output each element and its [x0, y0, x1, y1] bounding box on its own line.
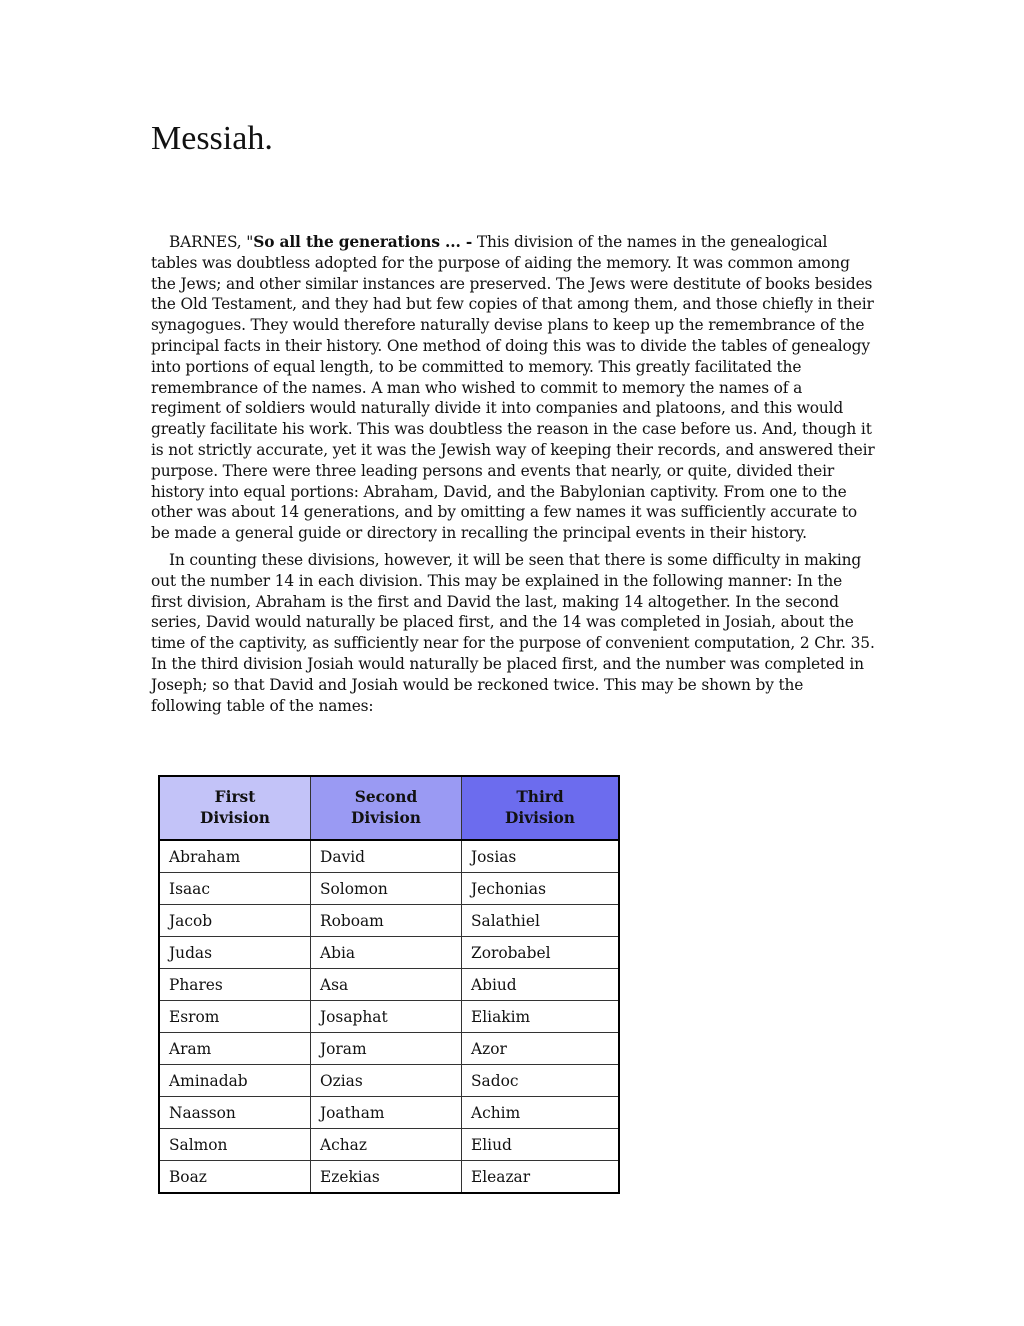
page-heading: Messiah. [151, 120, 273, 157]
genealogy-table [158, 775, 620, 1194]
table-cell: Solomon [311, 873, 462, 905]
table-row [159, 1033, 619, 1065]
header-second-division: Second Division [311, 776, 462, 840]
table-row [159, 969, 619, 1001]
paragraph-1-bold-phrase: So all the generations ... - [253, 233, 473, 251]
table-row [159, 1065, 619, 1097]
table-cell: Jechonias [462, 873, 620, 905]
paragraph-1 [151, 232, 876, 544]
table-row [159, 1129, 619, 1161]
table-header-row [159, 776, 619, 840]
table-cell: Ezekias [311, 1161, 462, 1194]
table-cell: Josias [462, 840, 620, 873]
table-cell: Phares [159, 969, 311, 1001]
table-cell: Jacob [159, 905, 311, 937]
table-row [159, 840, 619, 873]
table-cell: David [311, 840, 462, 873]
table-cell: Esrom [159, 1001, 311, 1033]
table-cell: Abia [311, 937, 462, 969]
table-cell: Boaz [159, 1161, 311, 1194]
table-cell: Eliud [462, 1129, 620, 1161]
table-cell: Isaac [159, 873, 311, 905]
table-cell: Achaz [311, 1129, 462, 1161]
table-cell: Judas [159, 937, 311, 969]
header-third-division: Third Division [462, 776, 620, 840]
table-cell: Eleazar [462, 1161, 620, 1194]
paragraph-1-text: This division of the names in the genealogical tables was doubtless adopted for the purpose of aiding the memory. It was common among the Jews; and other similar instances are preserved. The Jews were destitute of books besides the Old Testament, and they had but few copies of that among them, and those chiefly in their synagogues. They would therefore naturally devise plans to keep up the remembrance of the principal facts in their history. One method of doing this was to divide the tables of genealogy into portions of equal length, to be committed to memory. This greatly facilitated the remembrance of the names. A man who wished to commit to memory the names of a regiment of soldiers would naturally divide it into companies and platoons, and this would greatly facilitate his work. This was doubtless the reason in the case before us. And, though it is not strictly accurate, yet it was the Jewish way of keeping their records, and answered their purpose. There were three leading persons and events that nearly, or quite, divided their history into equal portions: Abraham, David, and the Babylonian captivity. From one to the other was about 14 generations, and by omitting a few names it was sufficiently accurate to be made a general guide or directory in recalling the principal events in their history. [151, 233, 875, 543]
table-row [159, 1161, 619, 1194]
table-row [159, 1097, 619, 1129]
table-row [159, 937, 619, 969]
paragraph-1-lead: BARNES, " [169, 233, 254, 251]
table-row [159, 905, 619, 937]
table-cell: Salathiel [462, 905, 620, 937]
table-cell: Abiud [462, 969, 620, 1001]
table-cell: Joatham [311, 1097, 462, 1129]
commentary-body [151, 232, 876, 722]
table-cell: Roboam [311, 905, 462, 937]
table-cell: Salmon [159, 1129, 311, 1161]
table-row [159, 873, 619, 905]
table-cell: Aminadab [159, 1065, 311, 1097]
table-cell: Azor [462, 1033, 620, 1065]
table-cell: Naasson [159, 1097, 311, 1129]
table-cell: Aram [159, 1033, 311, 1065]
table-row [159, 1001, 619, 1033]
table-cell: Achim [462, 1097, 620, 1129]
table-cell: Sadoc [462, 1065, 620, 1097]
table-cell: Zorobabel [462, 937, 620, 969]
paragraph-2: In counting these divisions, however, it will be seen that there is some difficulty in making out the number 14 in each division. This may be explained in the following manner: In the first division, Abraham is the first and David the last, making 14 altogether. In the second series, David would naturally be placed first, and the 14 was completed in Josiah, about the time of the captivity, as sufficiently near for the purpose of convenient computation, 2 Chr. 35. In the third division Josiah would naturally be placed first, and the number was completed in Joseph; so that David and Josiah would be reckoned twice. This may be shown by the following table of the names: [151, 550, 875, 715]
table-cell: Eliakim [462, 1001, 620, 1033]
table-cell: Ozias [311, 1065, 462, 1097]
table-cell: Josaphat [311, 1001, 462, 1033]
table-cell: Abraham [159, 840, 311, 873]
header-first-division: First Division [159, 776, 311, 840]
table-cell: Asa [311, 969, 462, 1001]
table-cell: Joram [311, 1033, 462, 1065]
